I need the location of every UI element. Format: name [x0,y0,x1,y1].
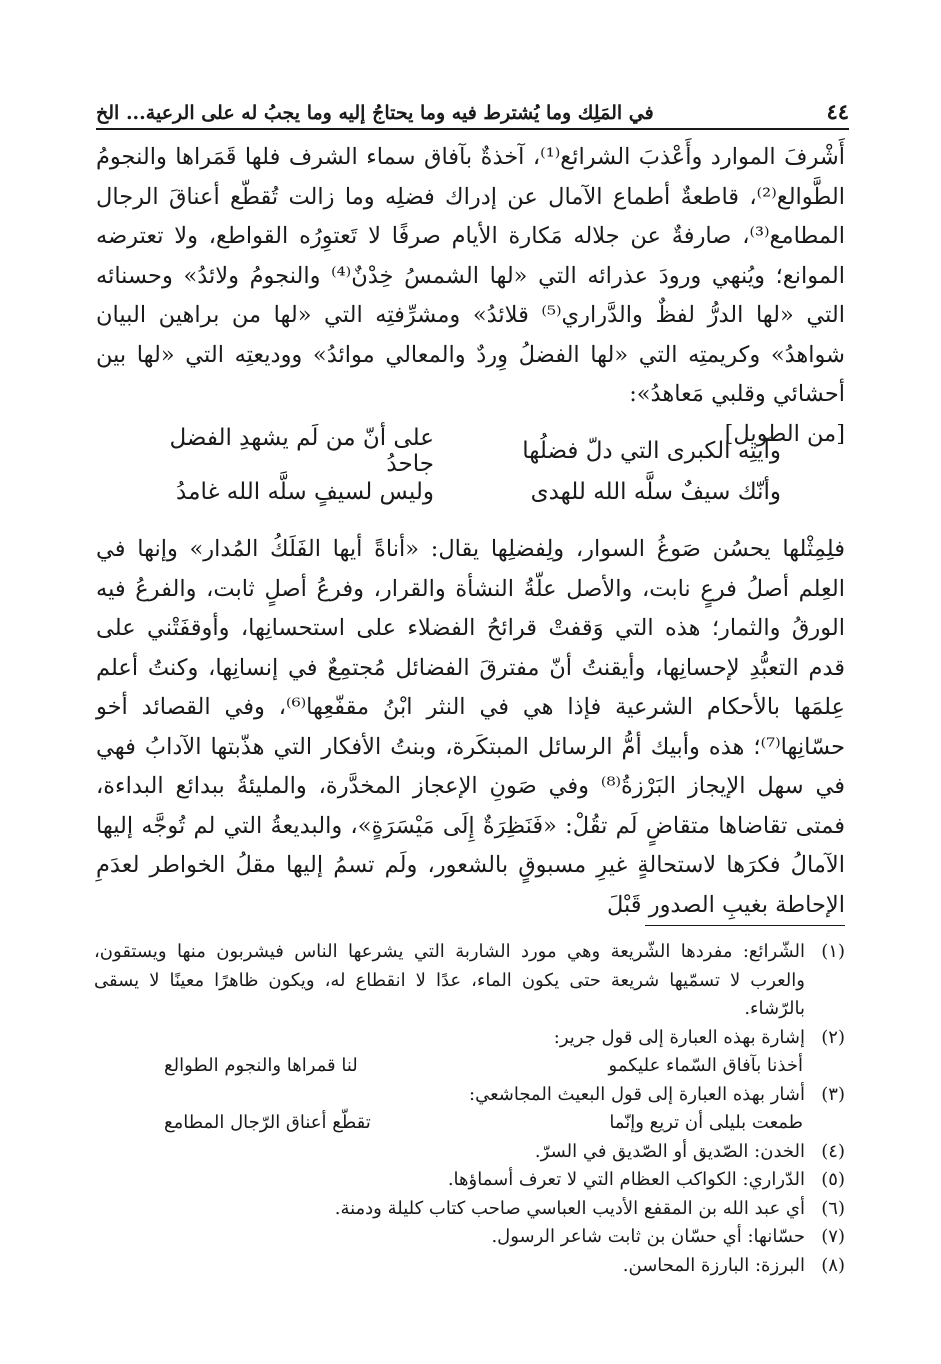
footnote-number: (٧) [821,1226,845,1247]
page-header [96,84,849,130]
footnote-text: حسّانها: أي حسّان بن ثابت شاعر الرسول. [491,1226,805,1247]
verse-second-hemistich: وليس لسيفٍ سلَّه الله غامدُ [176,478,434,505]
footnote [94,938,845,1024]
footnote-text: إشارة بهذه العبارة إلى قول جرير: [553,1026,805,1048]
footnote-text: الدّراري: الكواكب العظام التي لا تعرف أسماؤها. [447,1169,805,1190]
footnote [94,1166,845,1195]
running-title: في المَلِك وما يُشترط فيه وما يحتاجُ إليه وما يجبُ له على الرعية... الخ [96,102,654,124]
main-text [96,138,845,454]
footnote-number: (٢) [821,1026,845,1048]
footnote [94,1195,845,1224]
footnote [94,1081,845,1110]
verse-first-hemistich: وآيتِه الكبرى التي دلّ فضلُها [522,437,781,464]
footnote-text: الشّرائع: مفردها الشّريعة وهي مورد الشاربة التي يشرعها الناس فيشربون منها ويستقون، والعرب لا تسمّيها شريعة حتى يكون الماء، عدًا لا انقطاع له، ويكون ظاهرًا معينًا لا يسقى بالرّشاء. [94,941,805,1019]
footnote-text: أي عبد الله بن المقفع الأديب العباسي صاحب كتاب كليلة ودمنة. [334,1197,805,1219]
poem-verses [150,424,781,512]
page-number: ٤٤ [826,99,849,124]
footnote-number: (٨) [821,1254,845,1276]
footnote [94,1223,845,1252]
footnote-verse-second: تقطّع أعناق الرّجال المطامع [164,1112,371,1133]
meter-label: [من الطويل] [724,420,845,447]
verse-row [150,424,781,477]
footnote-text: البرزة: البارزة المحاسن. [622,1254,805,1276]
footnote-text: الخدن: الصّديق أو الصّديق في السرّ. [534,1140,805,1162]
footnote-verse [94,1109,845,1138]
footnote-verse-second: لنا قمراها والنجوم الطوالع [164,1055,358,1076]
footnote-verse-first: طمعت بليلى أن تريع وإنّما [609,1112,803,1133]
verse-second-hemistich: على أنّ من لَم يشهدِ الفضل جاحدُ [169,424,434,477]
footnote-number: (٥) [821,1169,845,1190]
paragraph-2: فلِمِثْلها يحسُن صَوغُ السوار، ولِفضلِها يقال: «أناةً أيها الفَلَكُ المُدار» وإنها في العِلم أصلُ فرعٍ نابت، والأصل علّةُ النشأة والقرار، وفرعُ أصلٍ ثابت، والفرعُ فيه الورقُ والثمار؛ هذه التي وَقفتْ قرائحُ الفضلاء على استحسانِها، وأوقفَتْني على قدم التعبُّدِ لإحسانِها، وأيقنتُ أنّ مفترقَ الفضائل مُجتمِعٌ في إنسانِها، وكنتُ أعلم عِلمَها بالأحكام الشرعية فإذا هي في النثر ابْنُ مقفّعِها⁽⁶⁾، وفي القصائد أخو حسّانِها⁽⁷⁾؛ هذه وأبيك أمُّ الرسائل المبتكَرة، وبنتُ الأفكار التي هذّبتها الآدابُ فهي في سهل الإيجاز البَرْزةُ⁽⁸⁾ وفي صَونِ الإعجاز المخدَّرة، والمليئةُ ببدائع البداءة، فمتى تقاضاها متقاضٍ لَم تقُلْ: «فَنَظِرَةٌ إِلَى مَيْسَرَةٍ»، والبديعةُ التي لم تُوجَّه إليها الآمالُ فكرَها لاستحالةٍ غيرِ مسبوقٍ بالشعور، ولَم تسمُ إليها مقلُ الخواطر لعدَمِ الإحاطة بغيبِ الصدور قَبْلَ [96,536,845,918]
footnote-number: (٦) [821,1197,845,1219]
footnote-separator [645,925,845,926]
footnote-verse-first: أخذنا بآفاق السّماء عليكمو [608,1055,803,1076]
verse-row [150,471,781,512]
footnote-verse [94,1052,845,1081]
footnote [94,1138,845,1167]
footnotes [94,938,845,1280]
verse-first-hemistich: وأنّك سيفٌ سلَّه الله للهدى [530,478,781,505]
footnote-number: (١) [821,941,845,962]
footnote-number: (٤) [821,1140,845,1162]
footnote-text: أشار بهذه العبارة إلى قول البعيث المجاشعي: [469,1083,805,1105]
footnote-number: (٣) [821,1083,845,1105]
footnote [94,1252,845,1281]
footnote [94,1024,845,1053]
main-text-continued [96,530,845,925]
paragraph-1: أَشْرفَ الموارد وأَعْذبَ الشرائع⁽¹⁾، آخذةٌ بآفاق سماء الشرف فلها قَمَراها والنجومُ الطَّوالع⁽²⁾، قاطعةٌ أطماع الآمال عن إدراك فضلِه وما زالت تُقطّع أعناقَ الرجال المطامع⁽³⁾، صارفةٌ عن جلاله مَكارة الأيام صرفًا لا تَعتوِرُه القواطع، ولا تعترضه الموانع؛ ويُنهي ورودَ عذرائه التي «لها الشمسُ خِدْنٌ⁽⁴⁾ والنجومُ ولائدُ» وحسنائه التي «لها الدرُّ لفظٌ والدَّراري⁽⁵⁾ قلائدُ» ومشرِّفتِه التي «لها من براهين البيان شواهدُ» وكريمتِه التي «لها الفضلُ وِردٌ والمعالي موائدُ» ووديعتِه التي «لها بين أحشائي وقلبي مَعاهدُ»: [96,144,846,407]
